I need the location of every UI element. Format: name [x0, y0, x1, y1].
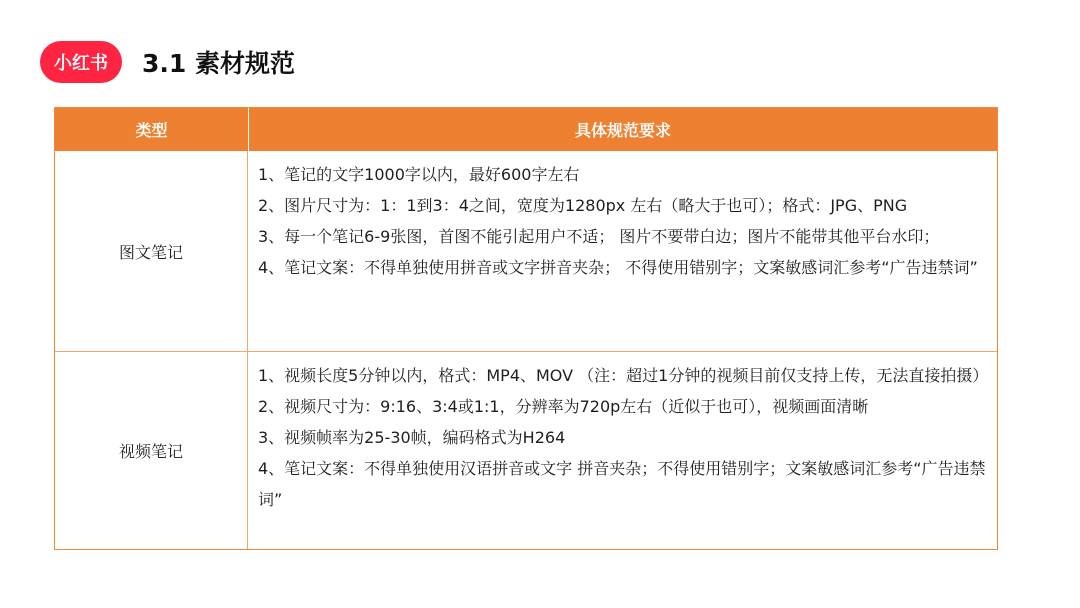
- type-cell: 图文笔记: [55, 151, 248, 351]
- requirement-line: 4、笔记文案：不得单独使用拼音或文字拼音夹杂； 不得使用错别字；文案敏感词汇参考“广告违禁词”: [258, 258, 978, 277]
- requirement-line: 1、视频长度5分钟以内，格式：MP4、MOV （注：超过1分钟的视频目前仅支持上传，无法直接拍摄）: [258, 366, 989, 385]
- table-row: [55, 351, 997, 549]
- requirements-cell: [248, 352, 997, 549]
- requirements-cell: [248, 151, 997, 351]
- requirement-line: 4、笔记文案：不得单独使用汉语拼音或文字 拼音夹杂；不得使用错别字；文案敏感词汇参考“广告违禁词”: [258, 459, 986, 509]
- requirement-line: 2、视频尺寸为：9:16、3:4或1:1，分辨率为720p左右（近似于也可），视频画面清晰: [258, 397, 869, 416]
- brand-logo: 小红书: [40, 41, 122, 83]
- page-title: 3.1 素材规范: [142, 49, 295, 78]
- table-header-row: [55, 108, 997, 151]
- column-header-requirements: 具体规范要求: [574, 121, 671, 140]
- table-row: [55, 151, 997, 351]
- type-cell: 视频笔记: [55, 352, 248, 549]
- requirement-line: 3、每一个笔记6-9张图，首图不能引起用户不适； 图片不要带白边；图片不能带其他平台水印；: [258, 227, 940, 246]
- slide-header: [40, 40, 295, 84]
- column-header-type: 类型: [55, 108, 249, 151]
- requirement-line: 1、笔记的文字1000字以内，最好600字左右: [258, 165, 580, 184]
- spec-table: [54, 107, 998, 550]
- requirement-line: 3、视频帧率为25-30帧，编码格式为H264: [258, 428, 566, 447]
- requirement-line: 2、图片尺寸为：1：1到3：4之间，宽度为1280px 左右（略大于也可）；格式：JPG、PNG: [258, 196, 908, 215]
